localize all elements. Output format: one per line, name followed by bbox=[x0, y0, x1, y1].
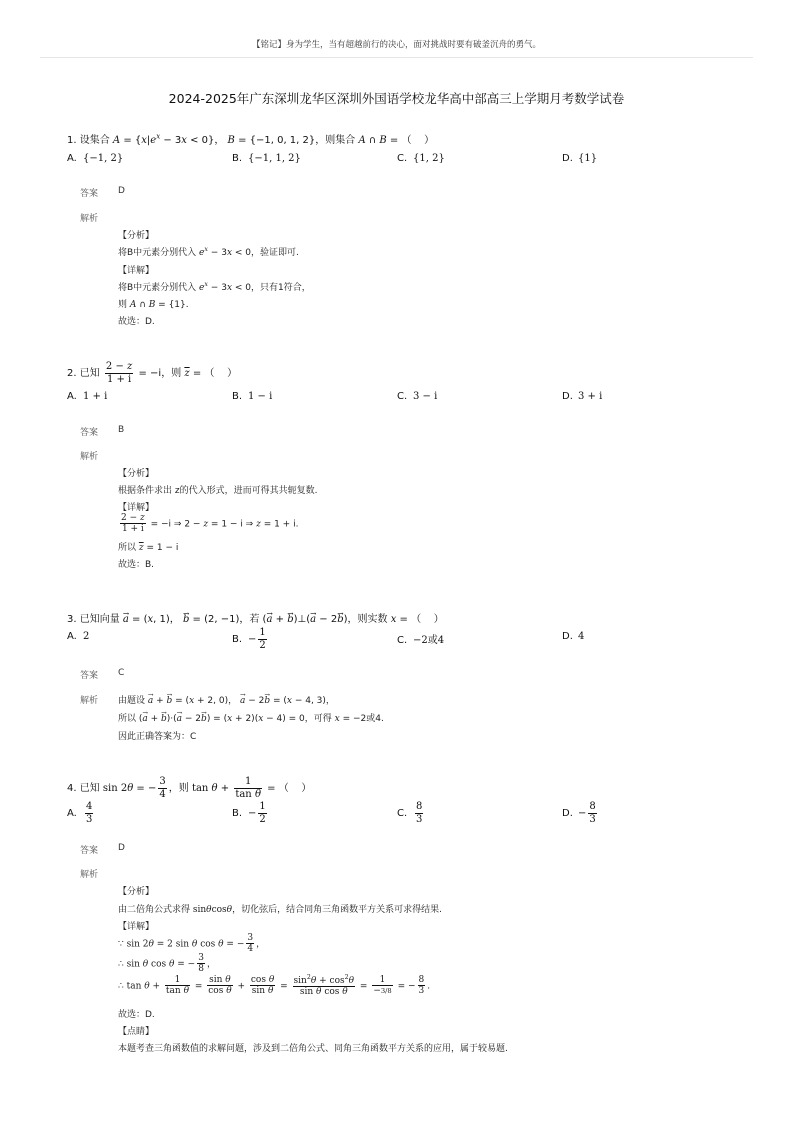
motto: 【铭记】身为学生，当有超越前行的决心，面对挑战时要有破釜沉舟的勇气。 bbox=[251, 40, 541, 50]
solution-line: 本题考查三角函数值的求解问题，涉及到二倍角公式、同角三角函数平方关系的应用，属于较易题. bbox=[118, 1044, 508, 1054]
solution-heading: 【点睛】 bbox=[118, 1027, 155, 1037]
question-4-option-a[interactable]: A. $\frac{4}{3}$ bbox=[67, 801, 93, 825]
analysis-label: 解析 bbox=[80, 452, 99, 462]
solution-line: 所以 $\overline{z} = 1 - i$ bbox=[118, 543, 179, 553]
solution-line: 则 A ∩ B = {1}. bbox=[118, 300, 189, 310]
solution-line: 故选：B. bbox=[118, 560, 155, 570]
solution-line: 根据条件求出 z的代入形式，进而可得其共轭复数. bbox=[118, 486, 318, 496]
question-3-text: 3. 已知向量 → a = (x, 1)， → b = (2, −1)，若 (→ a + → b)⊥(→ a − 2→ b)，则实数 x = （ ） bbox=[67, 614, 444, 625]
solution-heading: 【分析】 bbox=[118, 887, 155, 897]
question-1-option-d[interactable]: D. {1} bbox=[562, 153, 598, 164]
question-4-text: 4. 已知 sin 2θ = − $\frac{3}{4}$ ，则 tan θ + $\frac{1}{\text{tan θ}}$ = （ ） bbox=[67, 776, 312, 800]
header-divider bbox=[40, 57, 753, 58]
question-1-option-c[interactable]: C. {1, 2} bbox=[397, 153, 445, 164]
solution-heading: 【详解】 bbox=[118, 922, 155, 932]
question-4-option-b[interactable]: B. − $\frac{1}{2}$ bbox=[232, 801, 266, 825]
question-4-option-c[interactable]: C. $\frac{8}{3}$ bbox=[397, 801, 423, 825]
question-1-answer: D bbox=[118, 186, 125, 196]
page-title: 2024-2025年广东深圳龙华区深圳外国语学校龙华高中部高三上学期月考数学试卷 bbox=[168, 91, 625, 106]
analysis-label: 解析 bbox=[80, 214, 99, 224]
solution-heading: 【详解】 bbox=[118, 503, 155, 513]
solution-line: 由题设 → a + → b = (x + 2, 0)， → a − 2→ b = (x − 4, 3)， bbox=[118, 693, 335, 706]
question-3-stem bbox=[67, 610, 444, 625]
question-1-option-a[interactable]: A. {−1, 2} bbox=[67, 153, 124, 164]
solution-line: 因此正确答案为：C bbox=[118, 732, 197, 742]
solution-line: ∴ tan θ + $\frac{1}{\text{tan θ}}$ = $\frac{\text{sin θ}}{\text{cos θ}}$ + $\frac{\text{cos θ}}{\text{sin θ}}$ = $\frac{\sin^2\theta + \cos^2\theta}{\text{sin θ cos θ}}$ = $\frac{1}{-3/8}$ = − $\frac{8}{3}$ . bbox=[118, 974, 431, 998]
solution-heading: 【分析】 bbox=[118, 231, 155, 241]
question-2-option-a[interactable]: A. 1 + i bbox=[67, 391, 108, 402]
question-1-stem bbox=[67, 131, 434, 146]
solution-line: ∴ sin θ cos θ = − $\frac{3}{8}$ ， bbox=[118, 953, 216, 975]
solution-line: 将B中元素分别代入 $e^x - 3x < 0$，只有1符合， bbox=[118, 281, 311, 293]
answer-label: 答案 bbox=[80, 189, 99, 199]
question-3-option-a[interactable]: A. 2 bbox=[67, 631, 90, 642]
question-2-option-b[interactable]: B. 1 − i bbox=[232, 391, 273, 402]
question-1-text: 1. 设集合 $A = \{x|e^x - 3x < 0\}$， B = {−1, 0, 1, 2}，则集合 A ∩ B = （ ） bbox=[67, 132, 435, 146]
answer-label: 答案 bbox=[80, 428, 99, 438]
solution-line: 所以 (→ a + → b)·(→ a − 2→ b) = (x + 2)(x − 4) = 0，可得 x = −2或4. bbox=[118, 711, 384, 724]
question-3-option-b[interactable]: B. − $\frac{1}{2}$ bbox=[232, 627, 266, 651]
answer-label: 答案 bbox=[80, 671, 99, 681]
analysis-label: 解析 bbox=[80, 696, 99, 706]
solution-line: 故选：D. bbox=[118, 317, 155, 327]
analysis-label: 解析 bbox=[80, 870, 99, 880]
question-4-stem bbox=[67, 776, 311, 800]
solution-line: 故选：D. bbox=[118, 1010, 155, 1020]
question-2-option-c[interactable]: C. 3 − i bbox=[397, 391, 438, 402]
question-4-option-d[interactable]: D. − $\frac{8}{3}$ bbox=[562, 801, 596, 825]
solution-line: 将B中元素分别代入 $e^x - 3x < 0$，验证即可. bbox=[118, 246, 299, 258]
question-2-answer: B bbox=[118, 425, 125, 435]
question-3-option-d[interactable]: D. 4 bbox=[562, 631, 585, 642]
solution-line: ∵ sin 2θ = 2 sin θ cos θ = − $\frac{3}{4}$ ， bbox=[118, 933, 266, 955]
question-2-text: 2. 已知 $\frac{2 - z}{1 + i}$ = −i，则 $\overline{z}$ = （ ） bbox=[67, 361, 238, 385]
question-3-answer: C bbox=[118, 668, 125, 678]
solution-line: $\frac{2 - z}{1 + i}$ = −i ⇒ 2 − z = 1 − i ⇒ z = 1 + i. bbox=[121, 513, 299, 535]
question-4-answer: D bbox=[118, 843, 125, 853]
question-2-option-d[interactable]: D. 3 + i bbox=[562, 391, 603, 402]
question-1-option-b[interactable]: B. {−1, 1, 2} bbox=[232, 153, 301, 164]
solution-line: 由二倍角公式求得 sinθcosθ，切化弦后，结合同角三角函数平方关系可求得结果. bbox=[118, 905, 442, 915]
solution-heading: 【分析】 bbox=[118, 469, 155, 479]
solution-heading: 【详解】 bbox=[118, 266, 155, 276]
question-3-option-c[interactable]: C. −2或4 bbox=[397, 635, 445, 646]
answer-label: 答案 bbox=[80, 846, 99, 856]
question-2-stem bbox=[67, 361, 237, 385]
